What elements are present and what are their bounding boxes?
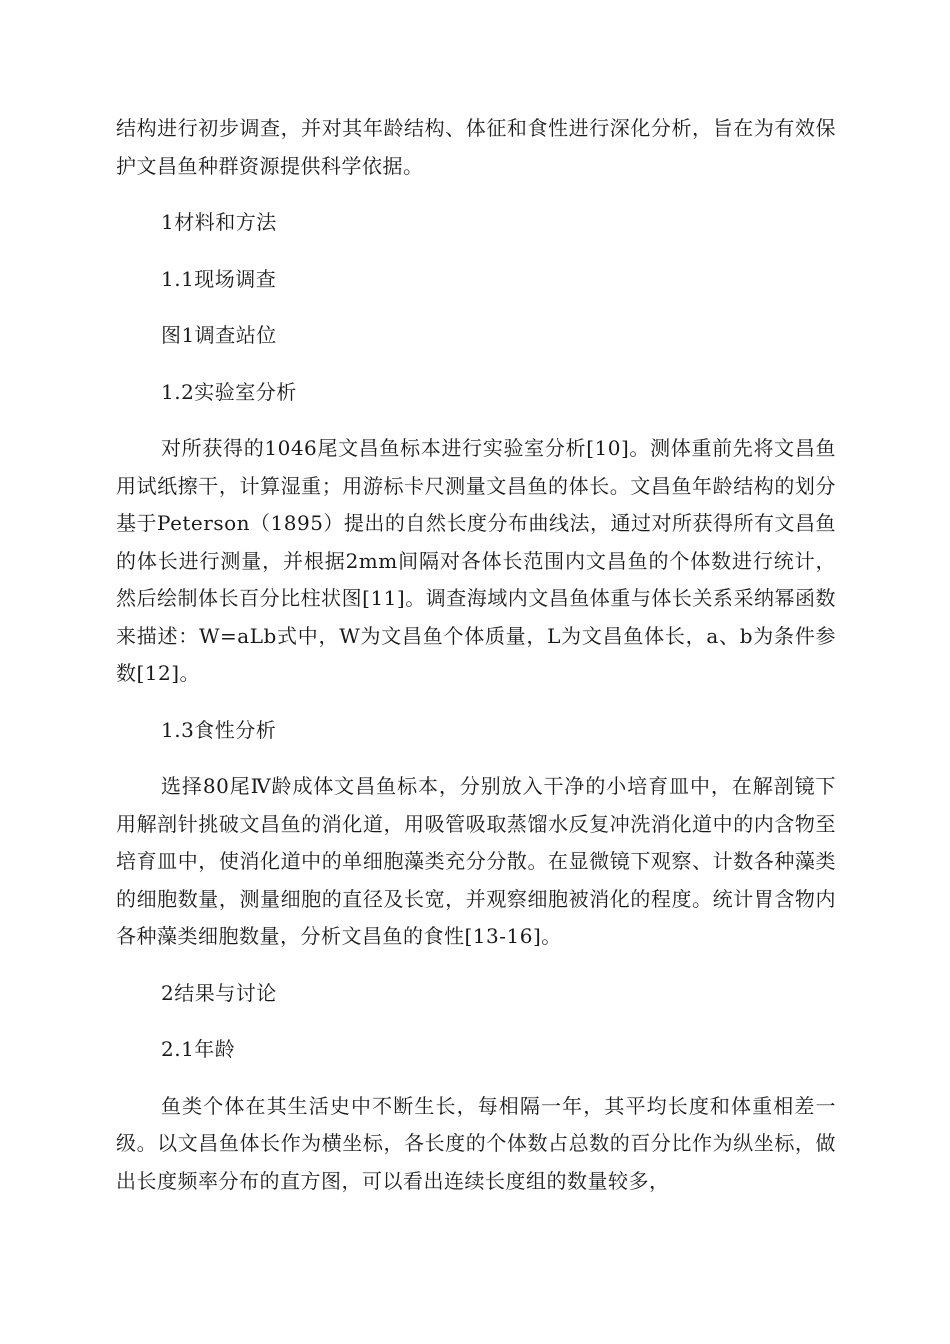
- lab-analysis-paragraph: 对所获得的1046尾文昌鱼标本进行实验室分析[10]。测体重前先将文昌鱼用试纸擦干，计算湿重；用游标卡尺测量文昌鱼的体长。文昌鱼年龄结构的划分基于Peterson（1895）提出的自然长度分布曲线法，通过对所获得所有文昌鱼的体长进行测量，并根据2mm间隔对各体长范围内文昌鱼的个体数进行统计，然后绘制体长百分比柱状图[11]。调查海域内文昌鱼体重与体长关系采纳幂函数来描述：W=aLb式中，W为文昌鱼个体质量，L为文昌鱼体长，a、b为条件参数[12]。: [116, 436, 836, 685]
- section-heading-results: 2结果与讨论: [161, 980, 277, 1005]
- figure-caption: 图1调查站位: [161, 323, 277, 347]
- document-page: [116, 110, 836, 1219]
- diet-analysis-paragraph: 选择80尾Ⅳ龄成体文昌鱼标本，分别放入干净的小培育皿中，在解剖镜下用解剖针挑破文昌鱼的消化道，用吸管吸取蒸馏水反复冲洗消化道中的内含物至培育皿中，使消化道中的单细胞藻类充分分散。在显微镜下观察、计数各种藻类的细胞数量，测量细胞的直径及长宽，并观察细胞被消化的程度。统计胃含物内各种藻类细胞数量，分析文昌鱼的食性[13-16]。: [116, 774, 836, 948]
- intro-paragraph: 结构进行初步调查，并对其年龄结构、体征和食性进行深化分析，旨在为有效保护文昌鱼种群资源提供科学依据。: [116, 116, 836, 178]
- subsection-heading-diet-analysis: 1.3食性分析: [161, 717, 277, 742]
- age-paragraph: 鱼类个体在其生活史中不断生长，每相隔一年，其平均长度和体重相差一级。以文昌鱼体长作为横坐标，各长度的个体数占总数的百分比作为纵坐标，做出长度频率分布的直方图，可以看出连续长度组的数量较多，: [116, 1093, 836, 1193]
- section-heading-materials-methods: 1材料和方法: [161, 210, 277, 234]
- subsection-heading-field-survey: 1.1现场调查: [161, 266, 277, 291]
- subsection-heading-lab-analysis: 1.2实验室分析: [161, 379, 297, 404]
- subsection-heading-age: 2.1年龄: [161, 1037, 236, 1061]
